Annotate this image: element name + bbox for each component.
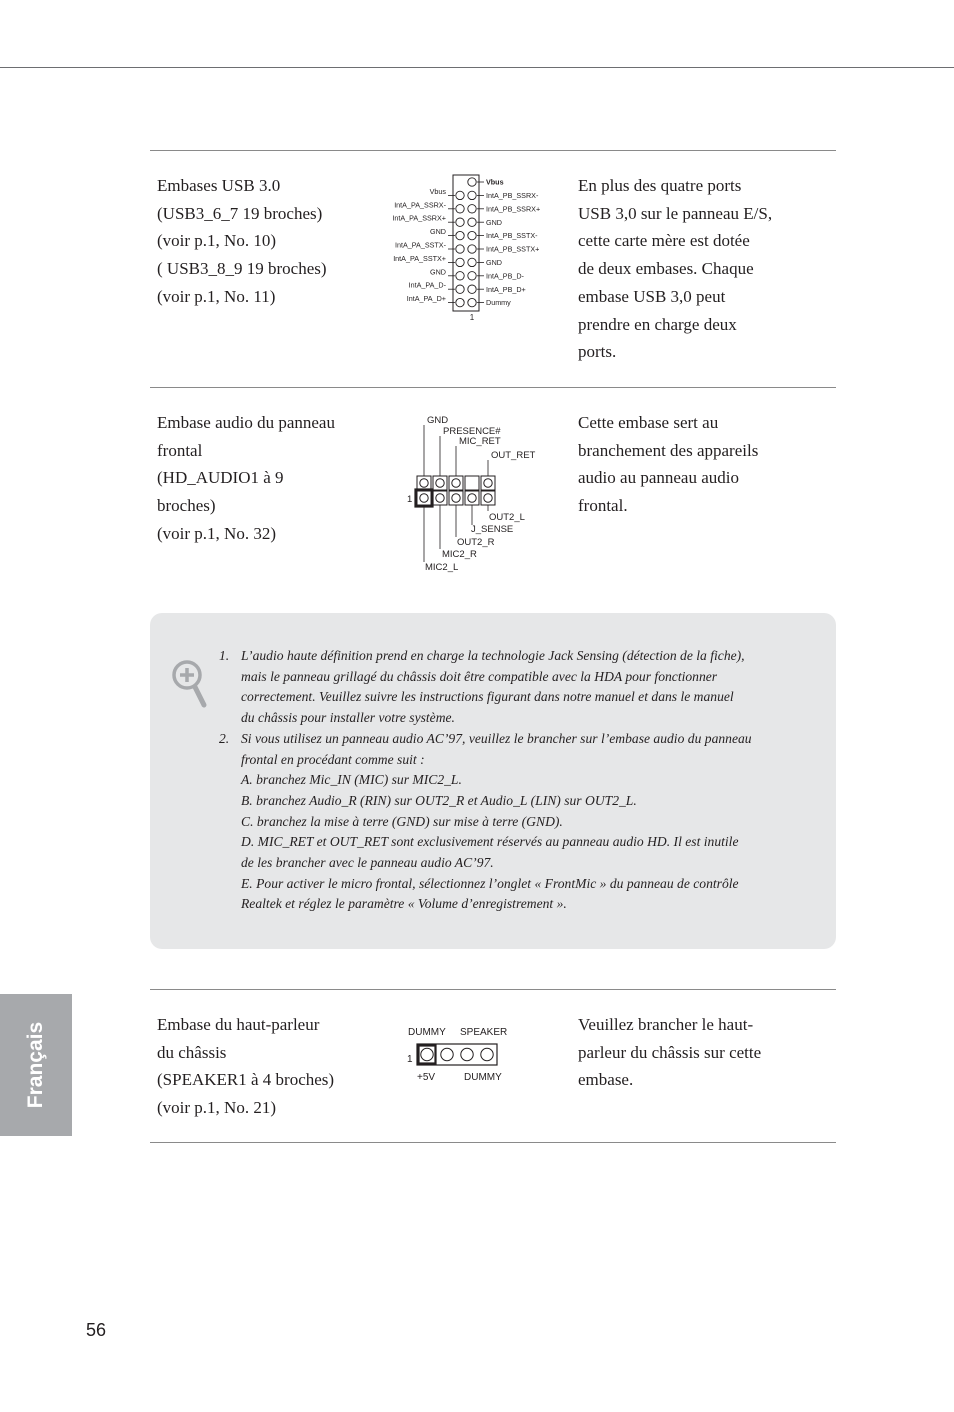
speaker-connector <box>417 1044 497 1065</box>
usb-pin <box>456 285 464 293</box>
notes-list <box>219 646 789 915</box>
usb-connector <box>453 175 479 311</box>
label-mic2-r: MIC2_R <box>442 549 477 560</box>
usb-pin <box>456 245 464 253</box>
audio-pin-cell <box>417 476 431 490</box>
speaker-pin <box>421 1048 433 1060</box>
magnifier-plus-icon <box>170 658 210 710</box>
usb-left-pin-label: Vbus <box>429 186 446 196</box>
usb-right-pin-label: IntA_PB_SSTX- <box>486 231 538 241</box>
usb-pin <box>456 258 464 266</box>
note-item <box>219 646 789 729</box>
header-rule <box>0 67 954 68</box>
usb-pin-grid <box>448 175 484 311</box>
audio-pin-cell <box>481 491 495 505</box>
usb-pin <box>468 258 476 266</box>
audio-pin <box>452 494 460 502</box>
audio-pin-cell <box>449 476 463 490</box>
hd-audio-header-diagram <box>400 410 550 576</box>
audio-pin-cell <box>433 476 447 490</box>
audio-pin-one-marker <box>416 490 433 507</box>
note-number: 2. <box>219 730 230 746</box>
usb-left-pin-label: IntA_PA_SSRX+ <box>392 213 446 223</box>
label-out2-l: OUT2_L <box>489 512 525 523</box>
usb-right-pin-label: IntA_PB_SSTX+ <box>486 244 540 254</box>
usb-left-pin-label: IntA_PA_SSTX+ <box>393 253 446 263</box>
usb-left-pin-label: GND <box>430 267 446 277</box>
usb-right-pin-label: IntA_PB_SSRX+ <box>486 204 541 214</box>
section-divider <box>150 387 836 388</box>
audio-pin-cell <box>465 476 479 490</box>
audio-pin-cell <box>433 491 447 505</box>
label-5v: +5V <box>417 1072 436 1083</box>
usb-pin <box>468 178 476 186</box>
usb-right-pin-label: IntA_PB_D+ <box>486 284 526 294</box>
section-divider <box>150 150 836 151</box>
usb-pin <box>468 231 476 239</box>
usb-right-pin-label: GND <box>486 258 502 267</box>
audio-pin-grid <box>416 476 496 507</box>
usb-pin-one-label: 1 <box>469 313 475 322</box>
speaker-header-description: Veuillez brancher le haut- parleur du châssis sur cette embase. <box>578 1015 762 1090</box>
usb-pin <box>456 231 464 239</box>
label-out-ret: OUT_RET <box>491 450 536 461</box>
audio-header-description: Cette embase sert au branchement des appareils audio au panneau audio frontal. <box>578 413 759 516</box>
speaker-header-diagram <box>400 1020 530 1090</box>
usb-left-labels <box>392 187 446 303</box>
language-label: Français <box>24 1021 47 1109</box>
usb-pin <box>456 205 464 213</box>
label-dummy-top: DUMMY <box>408 1027 446 1038</box>
section-divider <box>150 1142 836 1143</box>
speaker-pin <box>441 1048 453 1060</box>
note-text: Si vous utilisez un panneau audio AC’97, veuillez le brancher sur l’embase audio du panneau frontal en procédant comme suit : A. branchez Mic_IN (MIC) sur MIC2_L. B. branchez Audio_R (RIN) sur OUT2_R et Audio_L (LIN) sur OUT2_L. C. branchez la mise à terre (GND) sur mise à terre (GND). D. MIC_RET et OUT_RET sont exclusivement réservés au panneau audio HD. Il est inutile de les brancher avec le panneau audio AC’97. E. Pour activer le micro frontal, sélectionnez l’onglet « FrontMic » du panneau de contrôle Realtek et réglez le paramètre « Volume d’enregistrement ». <box>241 730 752 912</box>
audio-pin <box>468 494 476 502</box>
usb-pin <box>456 298 464 306</box>
note-number: 1. <box>219 648 230 663</box>
note-text: L’audio haute définition prend en charge la technologie Jack Sensing (détection de la fiche), mais le panneau grillagé du châssis doit être compatible avec la HDA pour fonctionner correctement. Veuillez suivre les instructions figurant dans notre manuel et dans le manuel du châssis pour installer votre système. <box>241 648 745 726</box>
audio-pin-cell <box>449 491 463 505</box>
usb-left-pin-label: IntA_PA_D- <box>408 280 446 290</box>
usb-pin <box>468 218 476 226</box>
label-out2-r: OUT2_R <box>457 537 495 548</box>
usb-pin <box>468 298 476 306</box>
audio-pin <box>452 479 460 487</box>
usb-pin <box>468 191 476 199</box>
audio-header-title: Embase audio du panneau frontal (HD_AUDIO1 à 9 broches) (voir p.1, No. 32) <box>157 413 335 543</box>
label-speaker: SPEAKER <box>460 1027 508 1038</box>
usb-left-pin-label: IntA_PA_SSTX- <box>395 240 446 250</box>
label-presence: PRESENCE# <box>443 426 501 437</box>
usb-pin <box>468 245 476 253</box>
speaker-pin <box>461 1048 473 1060</box>
language-side-tab <box>0 994 72 1136</box>
note-item <box>219 729 789 915</box>
audio-pin <box>436 479 444 487</box>
label-j-sense: J_SENSE <box>471 524 514 535</box>
speaker-pin <box>481 1048 493 1060</box>
usb-left-pin-label: IntA_PA_D+ <box>406 294 446 304</box>
usb-right-labels <box>486 178 540 308</box>
usb-pin <box>468 285 476 293</box>
label-dummy-bottom: DUMMY <box>464 1072 502 1083</box>
audio-pin <box>420 479 428 487</box>
speaker-pin-row <box>419 1046 494 1064</box>
usb-pin <box>468 272 476 280</box>
section-divider <box>150 989 836 990</box>
page-number: 56 <box>86 1320 107 1340</box>
usb-right-pin-label: Vbus <box>486 177 504 187</box>
label-mic2-l: MIC2_L <box>425 562 459 573</box>
usb-right-pin-label: Dummy <box>486 298 511 308</box>
usb-right-pin-label: IntA_PB_D- <box>486 271 524 281</box>
speaker-pin-one-label: 1 <box>407 1054 413 1065</box>
audio-pin <box>484 494 492 502</box>
speaker-header-title: Embase du haut-parleur du châssis (SPEAKER1 à 4 broches) (voir p.1, No. 21) <box>157 1015 335 1118</box>
usb-header-description: En plus des quatre ports USB 3,0 sur le panneau E/S, cette carte mère est dotée de deux embases. Chaque embase USB 3,0 peut prendre en charge deux ports. <box>578 176 773 362</box>
usb-pin <box>456 218 464 226</box>
audio-pin-cell <box>465 491 479 505</box>
audio-pin-cell <box>481 476 495 490</box>
audio-pin <box>436 494 444 502</box>
audio-pin-one-label: 1 <box>407 494 413 505</box>
audio-pin <box>484 479 492 487</box>
audio-pin-cell <box>417 491 431 505</box>
usb-right-pin-label: GND <box>486 217 502 227</box>
label-gnd: GND <box>427 415 449 426</box>
label-mic-ret: MIC_RET <box>459 436 501 447</box>
usb-header-title: Embases USB 3.0 (USB3_6_7 19 broches) (voir p.1, No. 10) ( USB3_8_9 19 broches) (voir p.1, No. 11) <box>157 176 327 306</box>
usb-left-pin-label: IntA_PA_SSRX- <box>394 200 446 210</box>
usb3-header-diagram <box>378 172 578 324</box>
usb-pin <box>456 272 464 280</box>
audio-pin <box>420 494 428 502</box>
usb-pin <box>456 191 464 199</box>
usb-right-pin-label: IntA_PB_SSRX- <box>486 191 539 200</box>
usb-pin <box>468 205 476 213</box>
usb-left-pin-label: GND <box>430 227 446 237</box>
